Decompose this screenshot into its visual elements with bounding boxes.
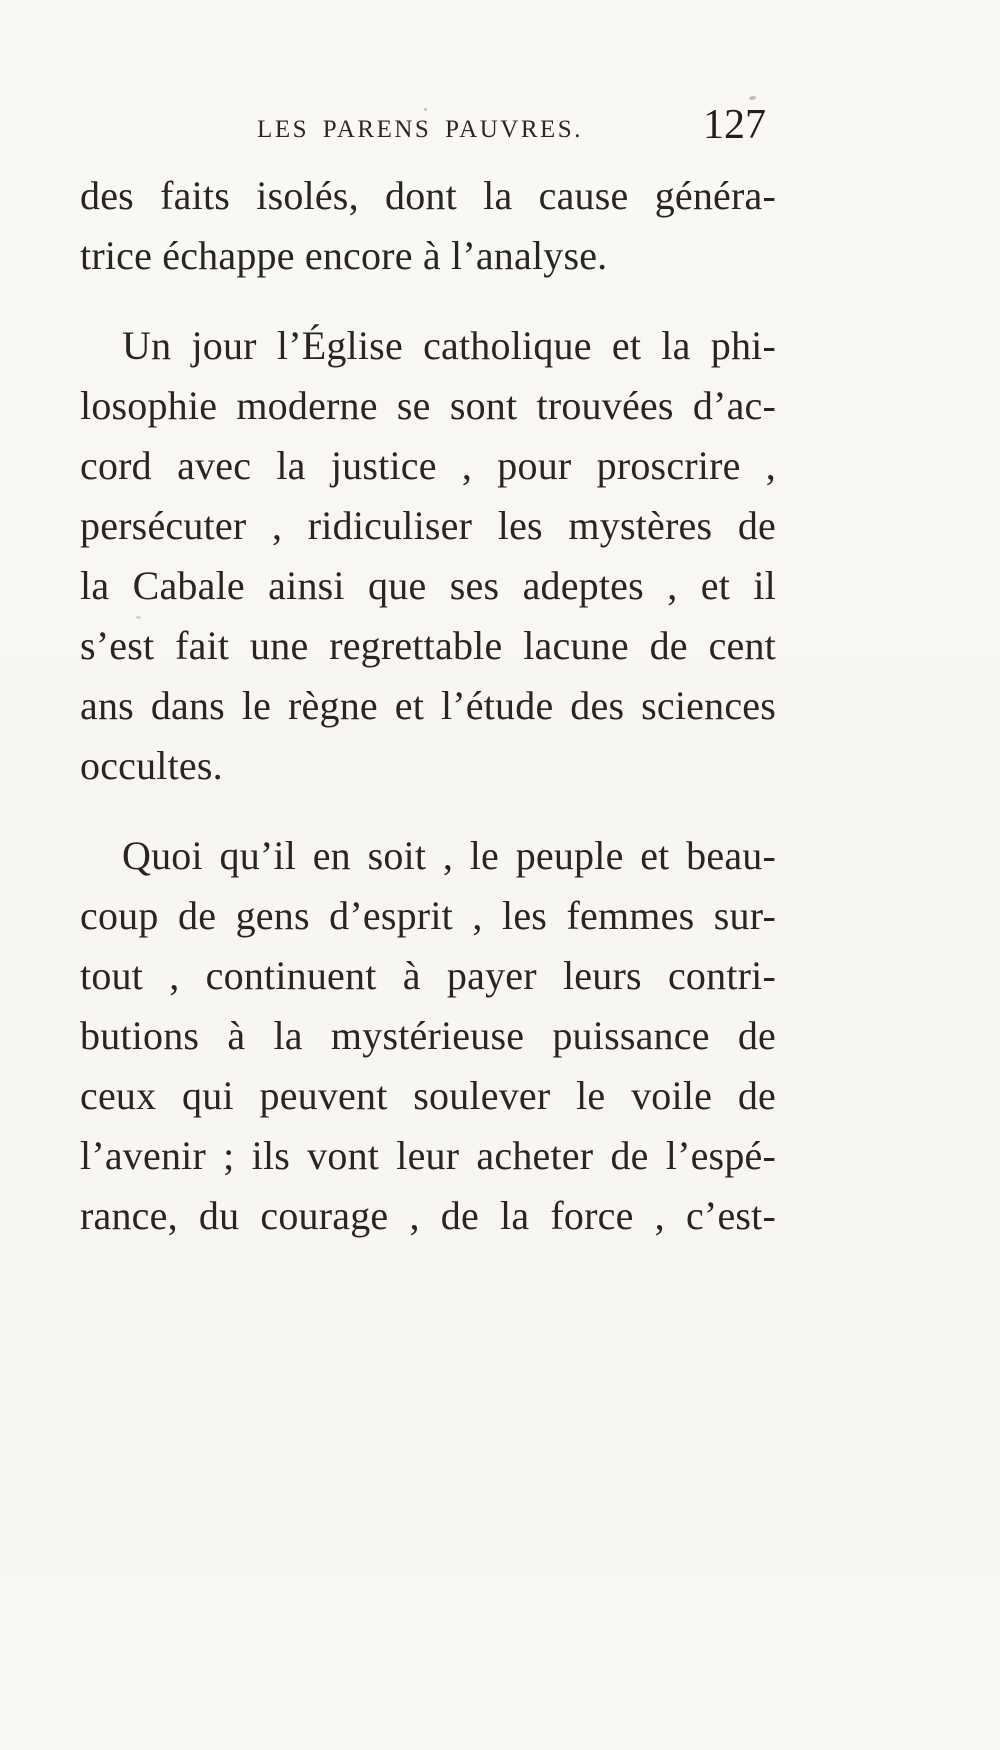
text-line: coup de gens d’esprit , les femmes sur-	[80, 893, 776, 938]
text-line: s’est fait une regrettable lacune de cent	[80, 623, 776, 668]
paragraph-3	[80, 826, 776, 1246]
page-text	[80, 166, 776, 1246]
text-line: trice échappe encore à l’analyse.	[80, 233, 608, 278]
page-number: 127	[703, 102, 766, 148]
text-line: la Cabale ainsi que ses adeptes , et il	[80, 563, 776, 608]
text-line: losophie moderne se sont trouvées d’ac-	[80, 383, 776, 428]
text-line: rance, du courage , de la force , c’est-	[80, 1193, 776, 1238]
text-line: Quoi qu’il en soit , le peuple et beau-	[122, 833, 776, 878]
text-line: tout , continuent à payer leurs contri-	[80, 953, 776, 998]
text-line: l’avenir ; ils vont leur acheter de l’espé-	[80, 1133, 776, 1178]
text-line: des faits isolés, dont la cause généra-	[80, 173, 776, 218]
page-header	[80, 100, 776, 156]
running-title: LES PARENS PAUVRES.	[257, 116, 583, 143]
text-line: butions à la mystérieuse puissance de	[80, 1013, 776, 1058]
paragraph-2	[80, 316, 776, 796]
text-line: ans dans le règne et l’étude des sciences	[80, 683, 776, 728]
text-line: occultes.	[80, 743, 223, 788]
text-line: cord avec la justice , pour proscrire ,	[80, 443, 776, 488]
text-line: ceux qui peuvent soulever le voile de	[80, 1073, 776, 1118]
text-line: Un jour l’Église catholique et la phi-	[122, 323, 776, 368]
paragraph-1	[80, 166, 776, 286]
text-line: persécuter , ridiculiser les mystères de	[80, 503, 776, 548]
